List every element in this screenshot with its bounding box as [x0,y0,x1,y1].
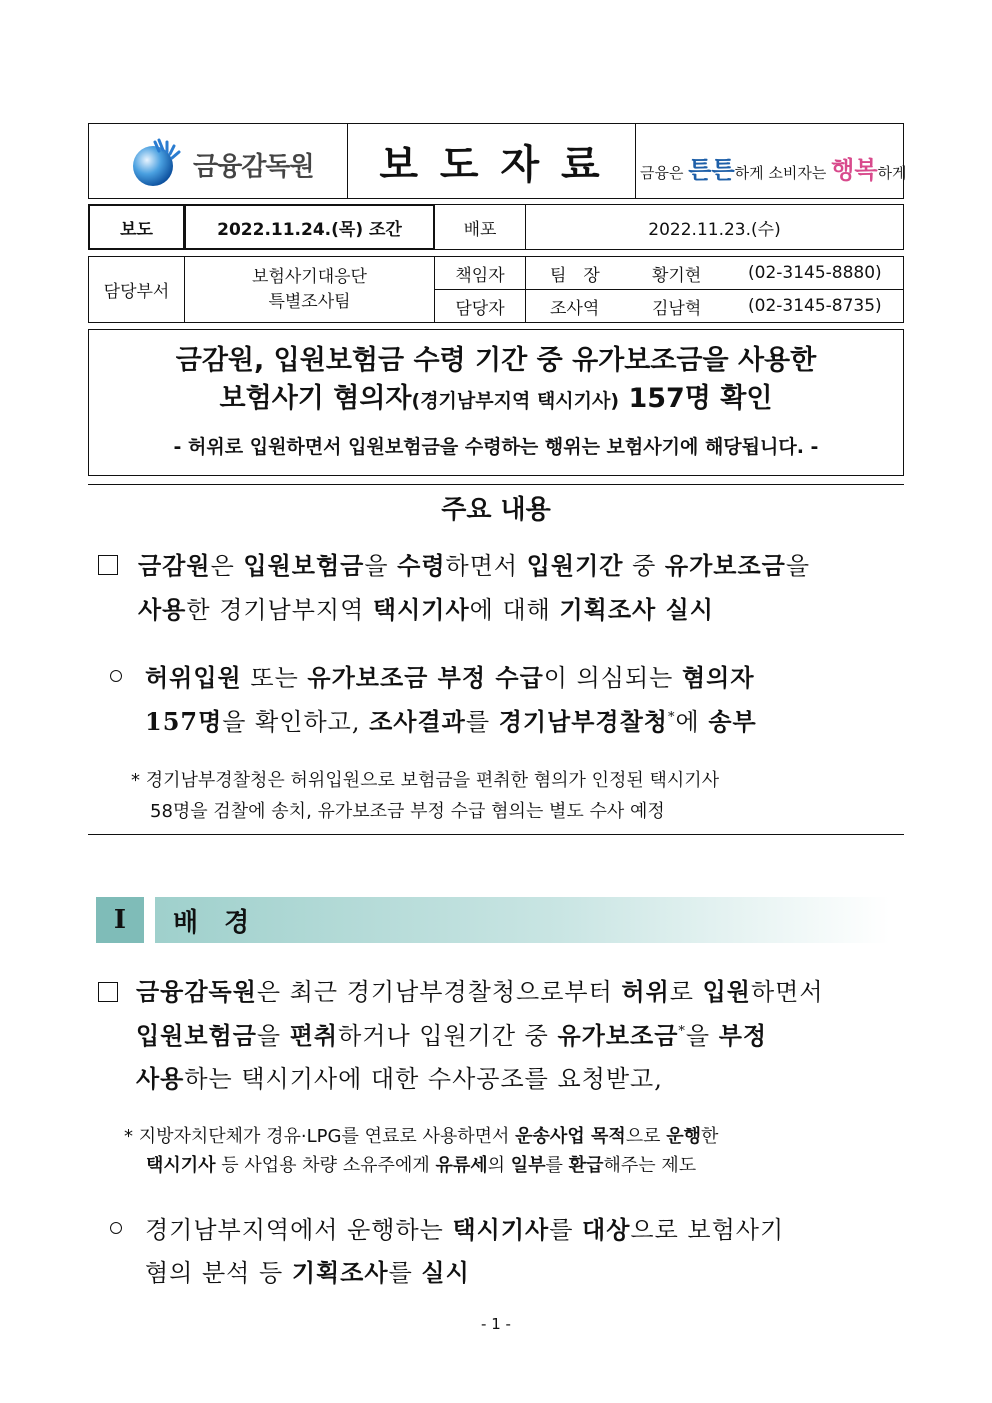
text-segment: 송부 [708,707,757,736]
summary-p2-line2 [145,702,895,737]
headline-box [88,329,904,476]
text-segment: 입원보험금 [243,551,365,580]
text-segment: 기획조사 [291,1258,389,1287]
text-segment: 유류세 [435,1155,488,1176]
text-segment: 를 [545,1155,569,1176]
section-title: 배 경 [155,897,890,943]
headline-subtitle: - 허위로 입원하면서 입원보험금을 수령하는 행위는 보험사기에 해당됩니다. - [173,436,819,458]
text-segment: 으로 [625,1126,667,1147]
text-segment: 조사결과 [369,707,466,736]
text-segment: 을 확인하고, [222,708,370,736]
page-number: - 1 - [481,1315,511,1333]
bullet-circle-icon [110,1222,122,1234]
text-segment: 중 [623,552,665,580]
slogan [640,150,907,185]
contact-title-1: 팀 장 [550,265,600,286]
headline-line2 [89,376,903,415]
fss-logo-icon [129,136,185,190]
slogan-mid: 하게 소비자는 [734,164,827,182]
text-segment: * [678,1024,686,1039]
section-p2-line2 [145,1253,895,1288]
summary-top-rule [88,484,904,485]
text-segment: 으로 보험사기 [630,1216,785,1244]
distribution-date: 2022.11.23.(수) [525,204,904,250]
distribution-label: 배포 [434,204,526,250]
slogan-prefix: 금융은 [640,164,684,182]
headline-line2-a: 보험사기 혐의자 [219,383,412,414]
headline-line2-b: (경기남부지역 택시기사) [411,390,620,412]
summary-p2-line1 [145,658,895,693]
contact-row-2 [525,289,904,323]
contact-name-2: 김남혁 [652,298,702,319]
role-label-1: 책임자 [434,256,526,290]
text-segment: 은 [210,552,244,580]
dept-label: 담당부서 [88,256,185,323]
headline-line2-c: 157명 확인 [619,383,773,414]
slogan-box [635,123,907,199]
checkbox-square-icon [98,982,118,1002]
text-segment: 입원 [702,977,751,1006]
text-segment: 편취 [289,1021,339,1050]
contact-name-1: 황기현 [652,265,702,286]
role-label-2: 담당자 [434,289,526,323]
summary-note-line2: 58명을 검찰에 송치, 유가보조금 부정 수급 혐의는 별도 수사 예정 [150,801,665,822]
checkbox-square-icon [98,555,118,575]
text-segment: 를 [465,708,499,736]
text-segment: 경기남부지역에서 운행하는 [145,1216,453,1244]
dept-name [184,256,435,323]
text-segment: 혐의 분석 등 [145,1259,292,1287]
bullet-circle-icon [110,670,122,682]
text-segment: 유가보조금 [664,551,786,580]
text-segment: 허위 [621,977,670,1006]
text-segment: 를 [388,1259,422,1287]
text-segment: 기획조사 실시 [559,595,714,624]
release-date: 2022.11.24.(목) 조간 [184,204,435,250]
text-segment: 을 [256,1022,290,1050]
text-segment: 택시기사 [452,1215,550,1244]
text-segment: 하는 택시기사에 대한 수사공조를 요청받고, [184,1065,663,1093]
text-segment: 입원기간 [526,551,624,580]
text-segment: 해주는 제도 [603,1155,697,1176]
slogan-word2: 행복 [831,156,878,184]
contact-title-2: 조사역 [550,298,600,319]
text-segment: 을 [785,552,811,580]
text-segment: 부정 [718,1021,768,1050]
text-segment: 혐의자 [681,663,755,692]
text-segment: 허위입원 [145,663,242,692]
text-segment: * [667,710,676,725]
text-segment: 등 사업용 차량 소유주에게 [215,1155,436,1176]
section-p1-line1 [136,972,896,1007]
summary-title: 주요 내용 [441,495,551,525]
text-segment: 대상 [582,1215,631,1244]
slogan-word1: 튼튼 [688,156,735,184]
text-segment: 157명 [145,707,223,736]
text-segment: 택시기사 [146,1155,216,1176]
text-segment: 사용 [136,1064,185,1093]
text-segment: 하면서 [445,552,527,580]
text-segment: 수령 [397,551,446,580]
text-segment: 한 경기남부지역 [186,596,373,624]
doc-type-box [347,123,636,199]
section-note-line2 [146,1151,696,1177]
doc-type-title: 보 도 자 료 [379,141,604,188]
text-segment: 유가보조금 [557,1021,679,1050]
summary-p1-line1 [138,546,898,581]
text-segment: 의 [487,1155,511,1176]
text-segment: 이 의심되는 [543,664,682,692]
section-p2-line1 [145,1210,895,1245]
text-segment: 에 [675,708,709,736]
dept-line1: 보험사기대응단 [252,266,367,287]
text-segment: 사용 [138,595,187,624]
text-segment: 환급 [568,1155,604,1176]
logo-box [88,123,348,199]
summary-bottom-rule [88,834,904,835]
contact-row-1 [525,256,904,290]
section-p1-line2 [136,1016,896,1051]
org-name: 금융감독원 [193,152,314,182]
text-segment: 를 [549,1216,583,1244]
slogan-suffix: 하게 [877,164,907,182]
text-segment: 은 최근 경기남부경찰청으로부터 [256,978,622,1006]
text-segment: 한 [701,1126,719,1147]
headline-line1: 금감원, 입원보험금 수령 기간 중 유가보조금을 사용한 [175,345,817,376]
text-segment: 유가보조금 부정 수급 [307,663,544,692]
text-segment: 실시 [421,1258,470,1287]
text-segment: 하거나 입원기간 중 [338,1022,558,1050]
release-label: 보도 [88,204,185,250]
text-segment: 또는 [241,664,308,692]
text-segment: 로 [669,978,703,1006]
text-segment: 금감원 [138,551,211,580]
section-number: I [96,897,144,943]
text-segment: 택시기사 [372,595,470,624]
text-segment: 을 [685,1022,719,1050]
text-segment: 운행 [666,1126,702,1147]
text-segment: 입원보험금 [136,1021,257,1050]
text-segment: 일부 [510,1155,546,1176]
dept-line2: 특별조사팀 [268,291,351,312]
text-segment: 하면서 [750,978,824,1006]
summary-note-line1: * 경기남부경찰청은 허위입원으로 보험금을 편취한 혐의가 인정된 택시기사 [131,770,720,791]
text-segment: 운송사업 목적 [515,1126,626,1147]
text-segment: 금융감독원 [136,977,257,1006]
text-segment: * 지방자치단체가 경유·LPG를 연료로 사용하면서 [124,1126,516,1147]
text-segment: 에 대해 [469,596,560,624]
summary-p1-line2 [138,590,898,625]
text-segment: 을 [364,552,398,580]
contact-phone-1: (02-3145-8880) [748,263,882,283]
text-segment: 경기남부경찰청 [498,707,668,736]
section-p1-line3 [136,1059,896,1094]
section-note-line1 [124,1122,718,1148]
contact-phone-2: (02-3145-8735) [748,296,882,316]
